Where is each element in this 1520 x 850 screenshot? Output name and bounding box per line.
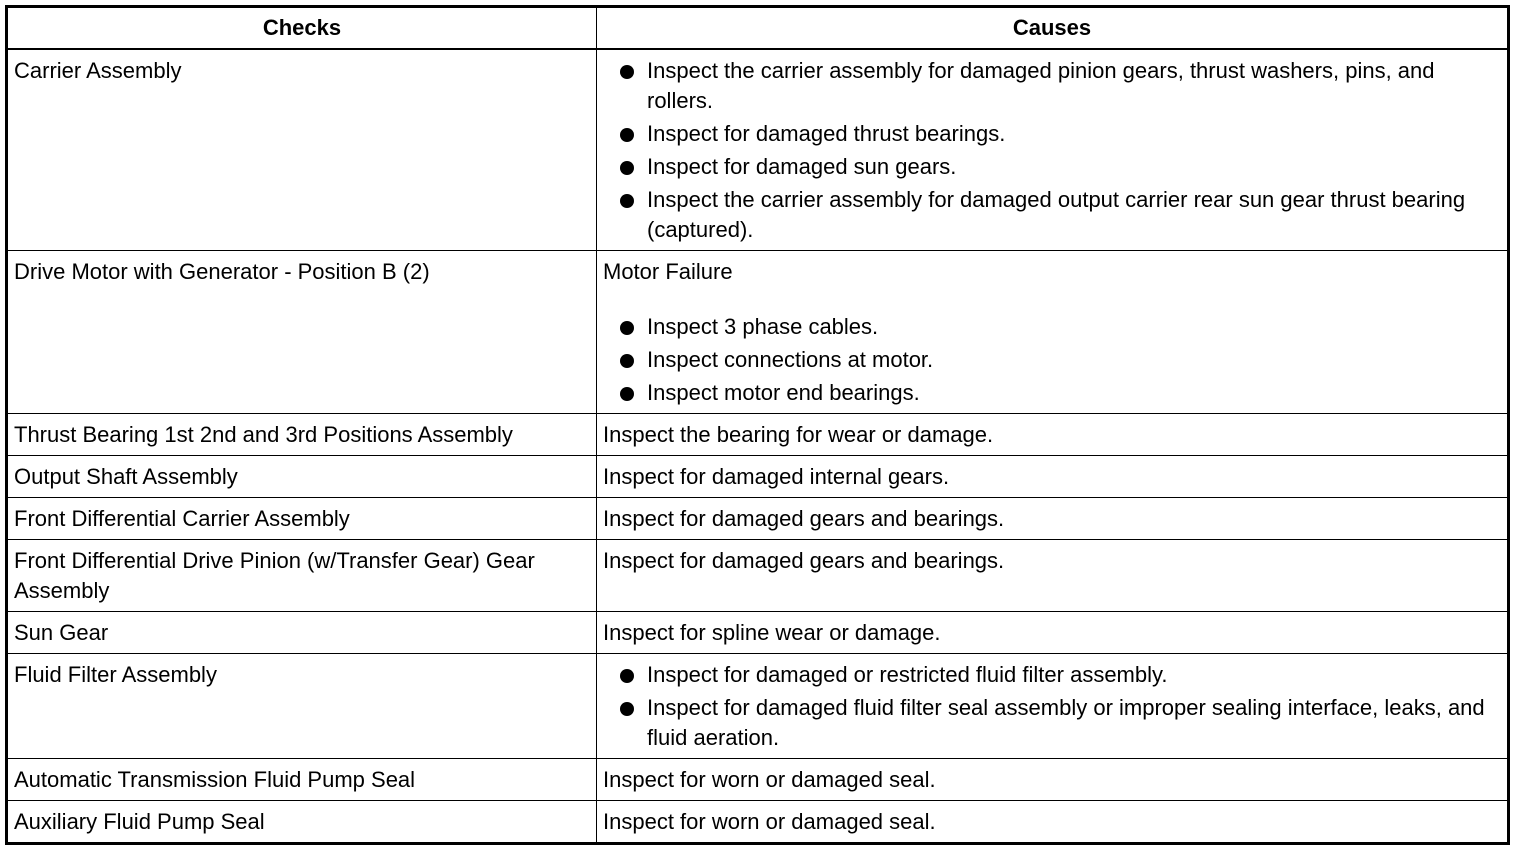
causes-column-header: Causes [597, 7, 1509, 50]
cause-bullet-item [603, 152, 1501, 182]
table-row [7, 612, 1509, 654]
table-row [7, 801, 1509, 844]
table-row [7, 456, 1509, 498]
cause-bullet-text: Inspect for damaged sun gears. [647, 154, 957, 179]
cause-bullet-item [603, 345, 1501, 375]
cause-bullet-text: Inspect connections at motor. [647, 347, 934, 372]
check-cell: Fluid Filter Assembly [7, 654, 597, 759]
cause-bullet-text: Inspect the carrier assembly for damaged output carrier rear sun gear thrust bearing (captured). [647, 187, 1466, 242]
bullet-icon [620, 354, 634, 368]
cause-bullet-item [603, 312, 1501, 342]
cause-cell: Inspect for damaged internal gears. [597, 456, 1509, 498]
table-header-row [7, 7, 1509, 50]
table-row [7, 654, 1509, 759]
check-cell: Drive Motor with Generator - Position B (2) [7, 251, 597, 414]
bullet-icon [620, 387, 634, 401]
check-cell: Auxiliary Fluid Pump Seal [7, 801, 597, 844]
bullet-icon [620, 194, 634, 208]
table-row [7, 498, 1509, 540]
table-row [7, 759, 1509, 801]
check-cell: Automatic Transmission Fluid Pump Seal [7, 759, 597, 801]
cause-bullet-item [603, 56, 1501, 116]
cause-bullet-list [603, 312, 1501, 408]
table-row [7, 540, 1509, 612]
check-cell: Thrust Bearing 1st 2nd and 3rd Positions Assembly [7, 414, 597, 456]
table-row [7, 251, 1509, 414]
bullet-icon [620, 669, 634, 683]
table-row [7, 49, 1509, 251]
cause-cell [597, 49, 1509, 251]
bullet-icon [620, 128, 634, 142]
cause-cell [597, 251, 1509, 414]
cause-cell: Inspect for spline wear or damage. [597, 612, 1509, 654]
cause-cell: Inspect for damaged gears and bearings. [597, 540, 1509, 612]
check-cell: Front Differential Drive Pinion (w/Transfer Gear) Gear Assembly [7, 540, 597, 612]
cause-bullet-text: Inspect the carrier assembly for damaged pinion gears, thrust washers, pins, and rollers. [647, 58, 1435, 113]
cause-bullet-text: Inspect 3 phase cables. [647, 314, 879, 339]
cause-bullet-item [603, 119, 1501, 149]
check-cell: Front Differential Carrier Assembly [7, 498, 597, 540]
cause-bullet-item [603, 185, 1501, 245]
cause-bullet-item [603, 660, 1501, 690]
cause-bullet-text: Inspect for damaged thrust bearings. [647, 121, 1006, 146]
check-cell: Output Shaft Assembly [7, 456, 597, 498]
cause-cell: Inspect for damaged gears and bearings. [597, 498, 1509, 540]
check-cell: Sun Gear [7, 612, 597, 654]
bullet-icon [620, 321, 634, 335]
check-cell: Carrier Assembly [7, 49, 597, 251]
cause-heading: Motor Failure [603, 259, 733, 284]
checks-causes-table [5, 5, 1510, 845]
cause-cell [597, 654, 1509, 759]
checks-column-header: Checks [7, 7, 597, 50]
bullet-icon [620, 702, 634, 716]
cause-bullet-list [603, 56, 1501, 245]
cause-bullet-text: Inspect for damaged or restricted fluid filter assembly. [647, 662, 1168, 687]
bullet-icon [620, 161, 634, 175]
cause-cell: Inspect for worn or damaged seal. [597, 801, 1509, 844]
bullet-icon [620, 65, 634, 79]
table-row [7, 414, 1509, 456]
cause-bullet-item [603, 693, 1501, 753]
cause-bullet-text: Inspect for damaged fluid filter seal assembly or improper sealing interface, leaks, and fluid aeration. [647, 695, 1485, 750]
cause-cell: Inspect for worn or damaged seal. [597, 759, 1509, 801]
cause-bullet-list [603, 660, 1501, 753]
cause-cell: Inspect the bearing for wear or damage. [597, 414, 1509, 456]
cause-bullet-item [603, 378, 1501, 408]
cause-bullet-text: Inspect motor end bearings. [647, 380, 920, 405]
